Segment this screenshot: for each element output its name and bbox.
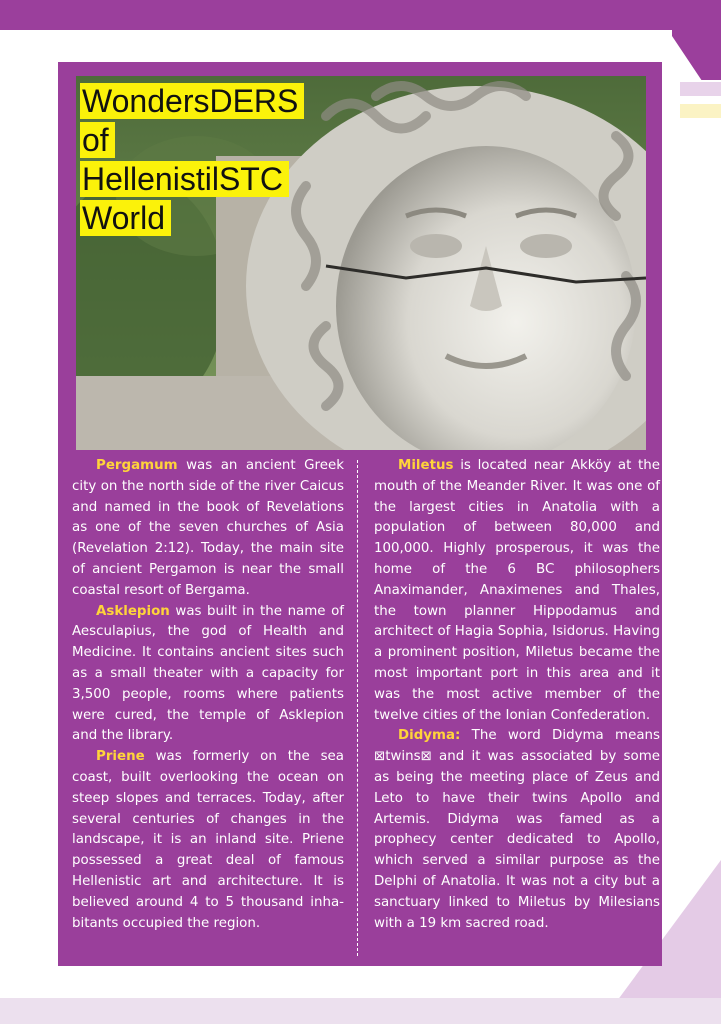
column-divider [357,460,358,956]
article-panel [58,62,662,966]
pergamum-text: was an ancient Greek city on the north side of the river Caicus and named in the book of Revelations as one of the seven churches of Asia (Revelation 2:12). Today, the main site of ancient Pergamon is near the small coastal resort of Bergama. [72,458,344,598]
priene-keyword: Priene [96,749,145,765]
miletus-paragraph [374,456,660,726]
miletus-keyword: Miletus [398,458,454,473]
asklepion-paragraph [72,602,344,748]
title-line-1: WondersDERS [80,82,304,121]
left-column [72,456,344,934]
title-line-2: of [80,121,304,160]
title-line-3: HellenistilSTC [80,160,304,199]
decorative-bar-cream [680,104,721,118]
miletus-text: is located near Akköy at the mouth of the Meander River. It was one of the largest cities in Anatolia with a population of between 80,000 and 100,000. Highly prosperous, it was the home of the 6 BC philosophers Anaximander, Anaximenes and Thales, the town planner Hippodamus and architect of Hagia Sophia, Isidorus. Having a prominent position, Miletus became the most important port in this area and it was the most active member of the twelve cities of the Ionian Confederation. [374,458,660,723]
right-column [374,456,660,934]
decorative-bar-lavender [680,82,721,96]
corner-decoration [672,0,721,80]
didyma-text: The word Didyma means ⊠twins⊠ and it was associated by some as being the meeting place of Zeus and Leto to have their twins Apollo and Artemis. Didyma was famed as a prophecy center dedicated to Apollo, which served a similar purpose as the Delphi of Anatolia. It was not a city but a sanctuary linked to Miletus by Milesians with a 19 km sacred road. [374,728,660,931]
asklepion-text: was built in the name of Aesculapius, the god of Health and Medicine. It contains ancient sites such as a small theater with a capacity for 3,500 people, rooms where patients were cured, the temple of Asklepion and the library. [72,603,344,744]
pergamum-keyword: Pergamum [96,458,178,473]
top-band [0,0,721,30]
didyma-keyword: Didyma: [398,728,461,744]
asklepion-keyword: Asklepion [96,603,170,619]
pergamum-paragraph [72,456,344,602]
page-title [80,82,304,238]
priene-text: was formerly on the sea coast, built overlooking the ocean on steep slopes and terraces. Today, after several centuries of changes in the landscape, it is an inland site. Priene possessed a great deal of famous Hellenistic art and architecture. It is believed around 4 to 5 thousand inhabitants occupied the region. [72,749,344,931]
title-line-4: World [80,199,304,238]
didyma-paragraph [374,726,660,934]
bottom-band [0,998,721,1024]
hero-image [76,76,646,450]
priene-paragraph [72,747,344,934]
